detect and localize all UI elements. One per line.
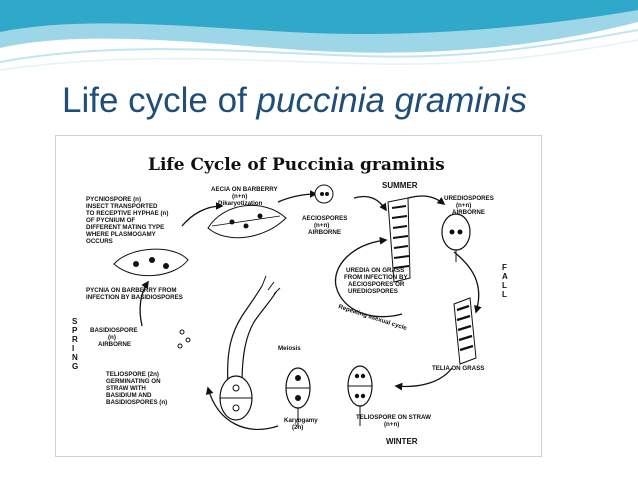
season-fall bbox=[502, 263, 508, 299]
label-pycniospore bbox=[86, 196, 168, 245]
svg-text:PYCNIOSPORE (n): PYCNIOSPORE (n) bbox=[86, 196, 142, 203]
svg-text:DIFFERENT MATING TYPE: DIFFERENT MATING TYPE bbox=[86, 224, 165, 231]
season-winter: WINTER bbox=[386, 437, 418, 446]
svg-text:FROM INFECTION BY: FROM INFECTION BY bbox=[344, 274, 408, 281]
svg-text:L: L bbox=[502, 281, 507, 290]
svg-text:Karyogamy: Karyogamy bbox=[284, 417, 318, 424]
label-uredia-center bbox=[344, 267, 408, 295]
svg-text:TELIOSPORE (2n): TELIOSPORE (2n) bbox=[106, 371, 159, 378]
season-summer: SUMMER bbox=[382, 181, 418, 190]
svg-text:UREDIA ON GRASS: UREDIA ON GRASS bbox=[346, 267, 405, 274]
svg-text:BASIDIUM AND: BASIDIUM AND bbox=[106, 392, 152, 399]
season-spring bbox=[72, 317, 78, 371]
svg-text:N: N bbox=[72, 353, 78, 362]
svg-text:L: L bbox=[502, 290, 507, 299]
svg-text:OCCURS: OCCURS bbox=[86, 238, 113, 245]
pycnia-leaf-icon bbox=[114, 249, 188, 276]
svg-text:S: S bbox=[72, 317, 78, 326]
label-urediospores bbox=[444, 195, 494, 216]
label-teliospore-germinating bbox=[106, 371, 167, 406]
slide-title-italic: puccinia graminis bbox=[256, 81, 527, 120]
basidium-icon bbox=[178, 276, 280, 420]
svg-text:(n): (n) bbox=[108, 334, 116, 341]
svg-text:(n+n): (n+n) bbox=[232, 193, 248, 200]
arrow-aecia-to-aeciospores bbox=[278, 194, 316, 202]
barberry-leaf-icon bbox=[208, 205, 286, 237]
svg-text:STRAW WITH: STRAW WITH bbox=[106, 385, 146, 392]
svg-text:WHERE PLASMOGAMY: WHERE PLASMOGAMY bbox=[86, 231, 156, 238]
svg-text:(2n): (2n) bbox=[292, 424, 304, 431]
label-meiosis: Meiosis bbox=[278, 345, 301, 352]
svg-text:(n+n): (n+n) bbox=[314, 222, 330, 229]
svg-text:AIRBORNE: AIRBORNE bbox=[98, 341, 132, 348]
label-aeciospores bbox=[302, 215, 347, 236]
svg-text:G: G bbox=[72, 362, 79, 371]
svg-text:AIRBORNE: AIRBORNE bbox=[308, 229, 342, 236]
urediospore-cell-icon bbox=[442, 214, 470, 262]
svg-text:TELIOSPORE ON STRAW: TELIOSPORE ON STRAW bbox=[356, 414, 431, 421]
slide-title bbox=[62, 78, 527, 124]
label-teliospore-straw bbox=[356, 414, 431, 428]
svg-text:AIRBORNE: AIRBORNE bbox=[452, 209, 486, 216]
svg-text:P: P bbox=[72, 326, 78, 335]
label-aecia bbox=[211, 186, 278, 207]
svg-text:A: A bbox=[502, 272, 508, 281]
lifecycle-diagram-frame bbox=[55, 135, 542, 457]
svg-text:OF PYCNIUM OF: OF PYCNIUM OF bbox=[86, 217, 136, 224]
diagram-title: Life Cycle of Puccinia graminis bbox=[148, 155, 445, 175]
lifecycle-diagram bbox=[56, 136, 541, 456]
svg-text:Dikaryotization: Dikaryotization bbox=[218, 200, 263, 207]
arrow-aeciospores-to-summer bbox=[354, 197, 386, 211]
slide-title-prefix: Life cycle of bbox=[62, 81, 257, 120]
svg-text:GERMINATING ON: GERMINATING ON bbox=[106, 378, 161, 385]
svg-text:AECIA ON BARBERRY: AECIA ON BARBERRY bbox=[211, 186, 278, 193]
svg-text:INSECT TRANSPORTED: INSECT TRANSPORTED bbox=[86, 203, 158, 210]
slide-header-wave bbox=[0, 0, 638, 80]
svg-text:BASIDIOSPORE: BASIDIOSPORE bbox=[90, 327, 138, 334]
label-karyogamy bbox=[284, 417, 318, 431]
svg-text:INFECTION BY BASIDIOSPORES: INFECTION BY BASIDIOSPORES bbox=[86, 294, 183, 301]
telia-grass-icon bbox=[454, 298, 476, 364]
svg-text:I: I bbox=[72, 344, 75, 353]
svg-text:UREDIOSPORES: UREDIOSPORES bbox=[348, 288, 398, 295]
svg-text:(n+n): (n+n) bbox=[456, 202, 472, 209]
aeciospore-cell-icon bbox=[315, 185, 333, 203]
label-pycnia bbox=[86, 287, 183, 301]
svg-text:BASIDIOSPORES (n): BASIDIOSPORES (n) bbox=[106, 399, 168, 406]
svg-text:UREDIOSPORES: UREDIOSPORES bbox=[444, 195, 494, 202]
label-telia: TELIA ON GRASS bbox=[432, 365, 485, 372]
svg-text:R: R bbox=[72, 335, 78, 344]
svg-text:PYCNIA ON BARBERRY FROM: PYCNIA ON BARBERRY FROM bbox=[86, 287, 177, 294]
svg-text:AECIOSPORES OR: AECIOSPORES OR bbox=[348, 281, 405, 288]
arrow-summer-to-urediospores bbox=[408, 196, 444, 204]
svg-text:AECIOSPORES: AECIOSPORES bbox=[302, 215, 348, 222]
svg-text:TO RECEPTIVE HYPHAE (n): TO RECEPTIVE HYPHAE (n) bbox=[86, 210, 169, 217]
label-basidiospore bbox=[90, 327, 137, 348]
svg-text:F: F bbox=[502, 263, 507, 272]
label-repeating-cycle: Repeating asexual cycle bbox=[337, 303, 408, 333]
svg-text:(n+n): (n+n) bbox=[384, 421, 400, 428]
